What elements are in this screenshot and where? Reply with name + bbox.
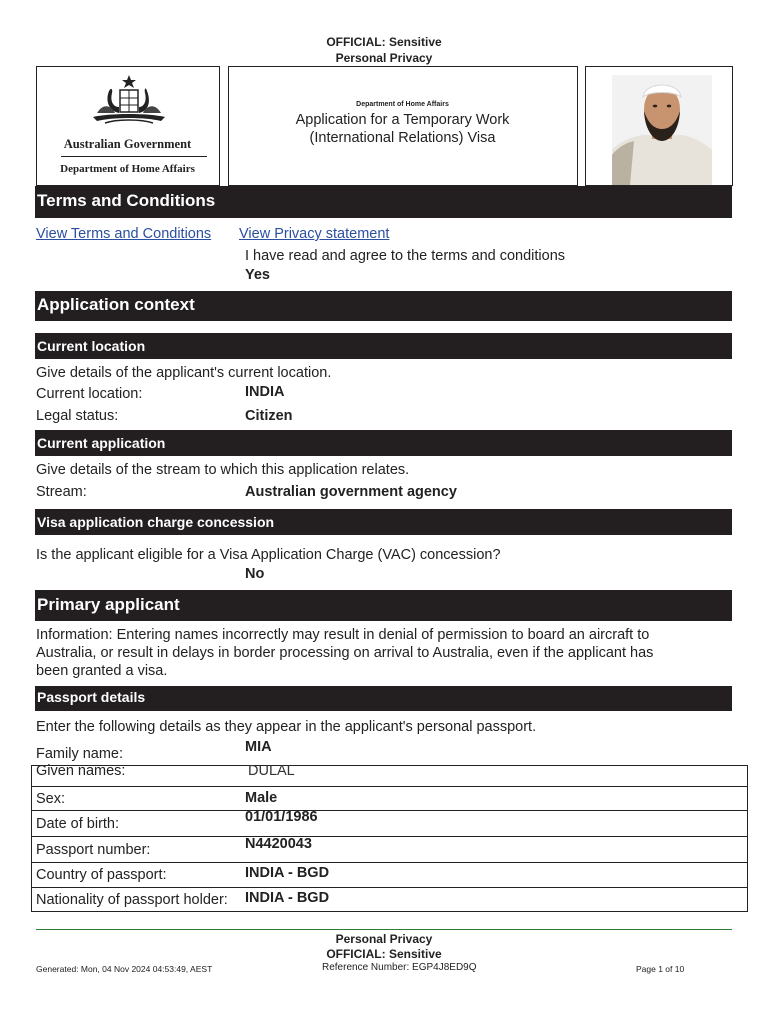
footer-classification-label: OFFICIAL: Sensitive [326, 947, 442, 961]
stream-label: Stream: [36, 484, 87, 500]
section-application-context-heading: Application context [35, 291, 732, 321]
subsection-current-location-heading: Current location [35, 333, 732, 359]
privacy-label: Personal Privacy [335, 51, 433, 65]
form-title-line2: (International Relations) Visa [309, 130, 496, 146]
section-terms-heading: Terms and Conditions [35, 186, 732, 218]
passport-details-intro: Enter the following details as they appear in the applicant's personal passport. [36, 719, 537, 735]
passport-fields-table [31, 765, 748, 912]
sex-value: Male [245, 790, 278, 806]
logo-divider [61, 156, 207, 157]
applicant-photo-box [585, 66, 733, 186]
table-row-divider [31, 810, 748, 811]
stream-value: Australian government agency [245, 484, 457, 500]
name-info-line3: been granted a visa. [36, 663, 168, 679]
vac-concession-question: Is the applicant eligible for a Visa Application Charge (VAC) concession? [36, 547, 501, 563]
passport-number-value: N4420043 [245, 836, 312, 852]
date-of-birth-value: 01/01/1986 [245, 809, 318, 825]
government-logo-box [36, 66, 220, 186]
current-location-intro: Give details of the applicant's current location. [36, 365, 332, 381]
classification-label: OFFICIAL: Sensitive [326, 35, 442, 49]
name-info-line2: Australia, or result in delays in border processing on arrival to Australia, even if the applicant has [36, 645, 654, 661]
table-row-divider [31, 887, 748, 888]
view-privacy-link[interactable]: View Privacy statement [239, 226, 390, 242]
current-application-intro: Give details of the stream to which this application relates. [36, 462, 410, 478]
country-of-passport-value: INDIA - BGD [245, 865, 330, 881]
sex-label: Sex: [36, 791, 66, 807]
subsection-current-application-heading: Current application [35, 430, 732, 456]
footer-privacy-label: Personal Privacy [335, 932, 433, 946]
subsection-passport-details-heading: Passport details [35, 686, 732, 711]
name-info-line1: Information: Entering names incorrectly may result in denial of permission to board an aircraft to [36, 627, 650, 643]
family-name-label: Family name: [36, 746, 124, 762]
current-location-label: Current location: [36, 386, 143, 402]
legal-status-label: Legal status: [36, 408, 119, 424]
current-location-value: INDIA [245, 384, 285, 400]
table-row-divider [31, 836, 748, 837]
date-of-birth-label: Date of birth: [36, 816, 120, 832]
country-of-passport-label: Country of passport: [36, 867, 167, 883]
reference-number: Reference Number: EGP4J8ED9Q [322, 962, 477, 973]
vac-concession-value: No [245, 566, 265, 582]
form-title-line1: Application for a Temporary Work [295, 112, 510, 128]
agree-terms-value: Yes [245, 267, 270, 283]
footer-divider [36, 929, 732, 930]
page-number: Page 1 of 10 [636, 964, 685, 974]
form-title-box [228, 66, 578, 186]
government-name: Australian Government [63, 137, 192, 151]
family-name-value: MIA [245, 739, 272, 755]
applicant-photo [612, 75, 712, 185]
given-names-value: DULAL [248, 763, 295, 779]
generated-timestamp: Generated: Mon, 04 Nov 2024 04:53:49, AEST [36, 964, 213, 974]
coat-of-arms-icon [89, 73, 169, 131]
table-row-divider [31, 786, 748, 787]
passport-number-label: Passport number: [36, 842, 151, 858]
section-primary-applicant-heading: Primary applicant [35, 590, 732, 621]
agree-terms-text: I have read and agree to the terms and conditions [245, 248, 566, 264]
department-name: Department of Home Affairs [60, 163, 195, 175]
view-terms-link[interactable]: View Terms and Conditions [36, 226, 212, 242]
subsection-vac-concession-heading: Visa application charge concession [35, 509, 732, 535]
form-department: Department of Home Affairs [356, 101, 449, 108]
table-row-divider [31, 862, 748, 863]
nationality-value: INDIA - BGD [245, 890, 330, 906]
legal-status-value: Citizen [245, 408, 293, 424]
given-names-label: Given names: [36, 763, 126, 779]
nationality-label: Nationality of passport holder: [36, 892, 228, 908]
